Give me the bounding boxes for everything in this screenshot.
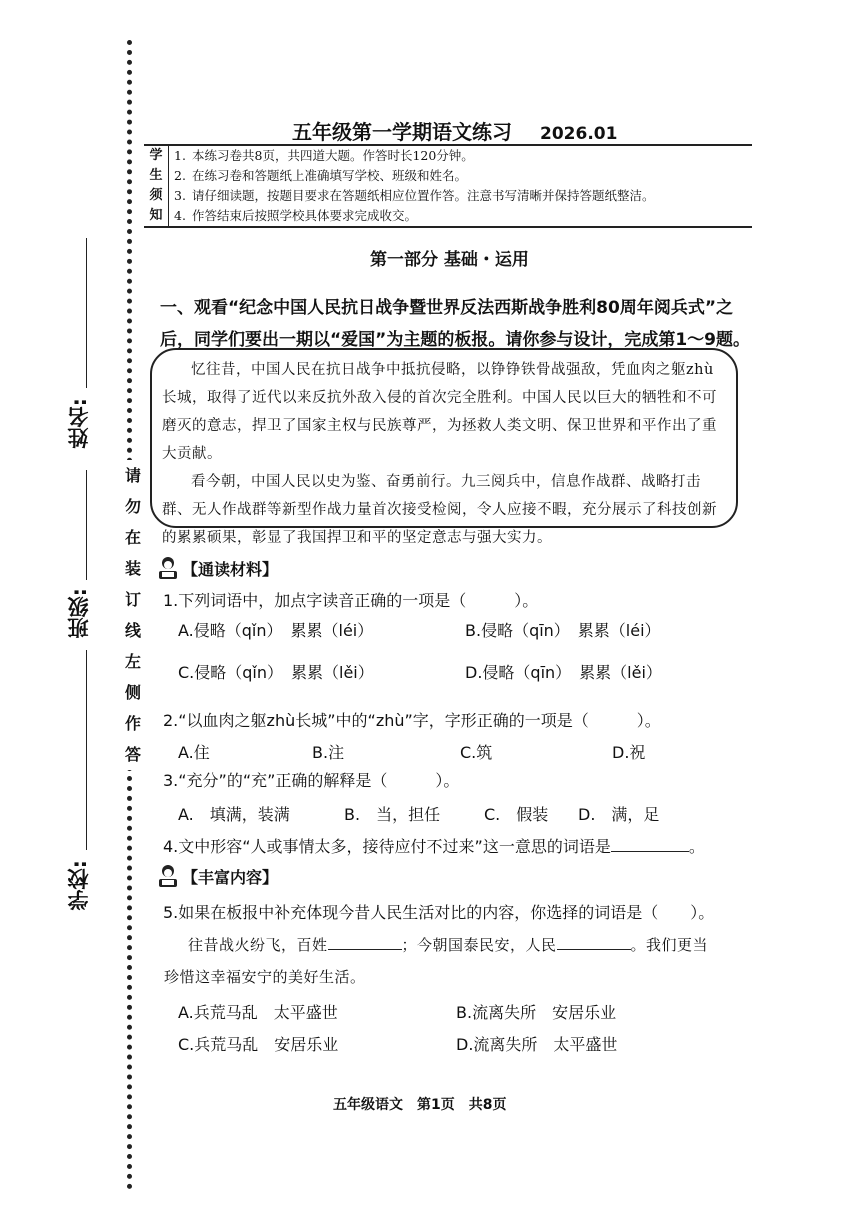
exam-date: 2026.01 [540, 124, 618, 144]
rule-text: 本练习卷共8页，共四道大题。作答时长120分钟。 [192, 148, 474, 163]
section-enrich-label: 【丰富内容】 [182, 868, 279, 887]
q2-stem: 2.“以血肉之躯zhù长城”中的“zhù”字，字形正确的一项是（ ）。 [163, 711, 661, 730]
notice-char: 作 [122, 708, 144, 739]
q1-option-a[interactable]: A.侵略（qǐn） 累累（léi） [178, 621, 374, 640]
q5-blank-2[interactable] [557, 949, 631, 950]
rule-number: 3. [174, 188, 186, 203]
rules-header [144, 146, 169, 226]
notice-char: 装 [122, 553, 144, 584]
rule-text: 请仔细读题，按题目要求在答题纸相应位置作答。注意书写清晰并保持答题纸整洁。 [192, 188, 655, 203]
rule-item [168, 186, 752, 206]
rule-item [168, 206, 752, 226]
page-footer: 五年级语文 第1页 共8页 [333, 1097, 507, 1113]
class-underline [86, 470, 87, 580]
notice-char: 线 [122, 615, 144, 646]
binding-notice [122, 460, 144, 770]
exam-title-text: 五年级第一学期语文练习 [292, 120, 512, 144]
q5-option-a[interactable]: A.兵荒马乱 太平盛世 [178, 1003, 338, 1022]
part1-title: 第一部分 基础・运用 [370, 250, 529, 270]
rule-text: 作答结束后按照学校具体要求完成收交。 [192, 208, 418, 223]
q3-option-c[interactable]: C. 假装 [484, 805, 549, 824]
notice-char: 答 [122, 739, 144, 770]
q4-stem: 4.文中形容“人或事情太多，接待应付不过来”这一意思的词语是 [163, 837, 611, 856]
student-reading-icon [156, 556, 180, 580]
notice-char: 在 [122, 522, 144, 553]
q5-option-d[interactable]: D.流离失所 太平盛世 [456, 1035, 618, 1054]
name-underline [86, 238, 87, 388]
section-enrich-heading [156, 864, 278, 888]
notice-char: 订 [122, 584, 144, 615]
rule-text: 在练习卷和答题纸上准确填写学校、班级和姓名。 [192, 168, 468, 183]
q3-option-d[interactable]: D. 满，足 [578, 805, 660, 824]
q1-option-c[interactable]: C.侵略（qǐn） 累累（lěi） [178, 663, 374, 682]
rule-item [168, 146, 752, 166]
rule-number: 4. [174, 208, 186, 223]
rule-number: 2. [174, 168, 186, 183]
q5-option-b[interactable]: B.流离失所 安居乐业 [456, 1003, 617, 1022]
notice-char: 左 [122, 646, 144, 677]
section-read-label: 【通读材料】 [182, 560, 279, 579]
reading-passage [150, 348, 738, 546]
rules-header-char: 学 [149, 148, 163, 163]
passage-paragraph: 忆往昔，中国人民在抗日战争中抵抗侵略，以铮铮铁骨战强敌，凭血肉之躯zhù长城，取得了近代以来反抗外敌入侵的首次完全胜利。中国人民以巨大的牺牲和不可磨灭的意志，捍卫了国家主权与民族尊严，为拯救人类文明、保卫世界和平作出了重大贡献。 [162, 362, 717, 462]
q4-line [163, 834, 705, 857]
q3-option-b[interactable]: B. 当，担任 [344, 805, 441, 824]
exam-title [292, 116, 617, 145]
q3-stem: 3.“充分”的“充”正确的解释是（ ）。 [163, 771, 460, 790]
rule-item [168, 166, 752, 186]
name-label: 姓名: [67, 398, 91, 449]
q5-blank-1[interactable] [328, 949, 402, 950]
rules-header-char: 知 [149, 208, 163, 223]
school-underline [86, 650, 87, 850]
passage-paragraph: 看今朝，中国人民以史为鉴、奋勇前行。九三阅兵中，信息作战群、战略打击群、无人作战群等新型作战力量首次接受检阅，令人应接不暇，充分展示了科技创新的累累硕果，彰显了我国捍卫和平的坚定意志与强大实力。 [162, 474, 717, 546]
q2-option-d[interactable]: D.祝 [612, 743, 646, 762]
q2-option-b[interactable]: B.注 [312, 743, 345, 762]
q1-stem: 1.下列词语中，加点字读音正确的一项是（ ）。 [163, 591, 539, 610]
student-rules-box [144, 144, 752, 228]
notice-char: 勿 [122, 491, 144, 522]
q4-answer-blank[interactable] [611, 851, 689, 852]
q4-end: 。 [688, 837, 705, 856]
question-intro: 一、观看“纪念中国人民抗日战争暨世界反法西斯战争胜利80周年阅兵式”之后，同学们要出一期以“爱国”为主题的板报。请你参与设计，完成第1～9题。 [160, 298, 751, 350]
q5-fill-line [188, 934, 708, 955]
q5-fill-b: ；今朝国泰民安，人民 [401, 936, 557, 954]
class-label: 班级: [67, 588, 91, 639]
q5-option-c[interactable]: C.兵荒马乱 安居乐业 [178, 1035, 339, 1054]
q3-option-a[interactable]: A. 填满，装满 [178, 805, 290, 824]
q1-option-d[interactable]: D.侵略（qīn） 累累（lěi） [465, 663, 662, 682]
section-read-heading [156, 556, 278, 580]
notice-char: 侧 [122, 677, 144, 708]
rules-header-char: 须 [149, 188, 163, 203]
rules-list [168, 146, 752, 226]
student-reading-icon [156, 864, 180, 888]
q5-fill-d: 珍惜这幸福安宁的美好生活。 [164, 968, 366, 986]
q2-option-a[interactable]: A.住 [178, 743, 210, 762]
rules-header-char: 生 [149, 168, 163, 183]
q5-stem: 5.如果在板报中补充体现今昔人民生活对比的内容，你选择的词语是（ ）。 [163, 903, 715, 922]
q1-option-b[interactable]: B.侵略（qīn） 累累（léi） [465, 621, 661, 640]
school-label: 学校: [67, 860, 91, 911]
q5-fill-a: 往昔战火纷飞，百姓 [188, 936, 328, 954]
q5-fill-c: 。我们更当 [630, 936, 709, 954]
rule-number: 1. [174, 148, 186, 163]
q2-option-c[interactable]: C.筑 [460, 743, 493, 762]
notice-char: 请 [122, 460, 144, 491]
